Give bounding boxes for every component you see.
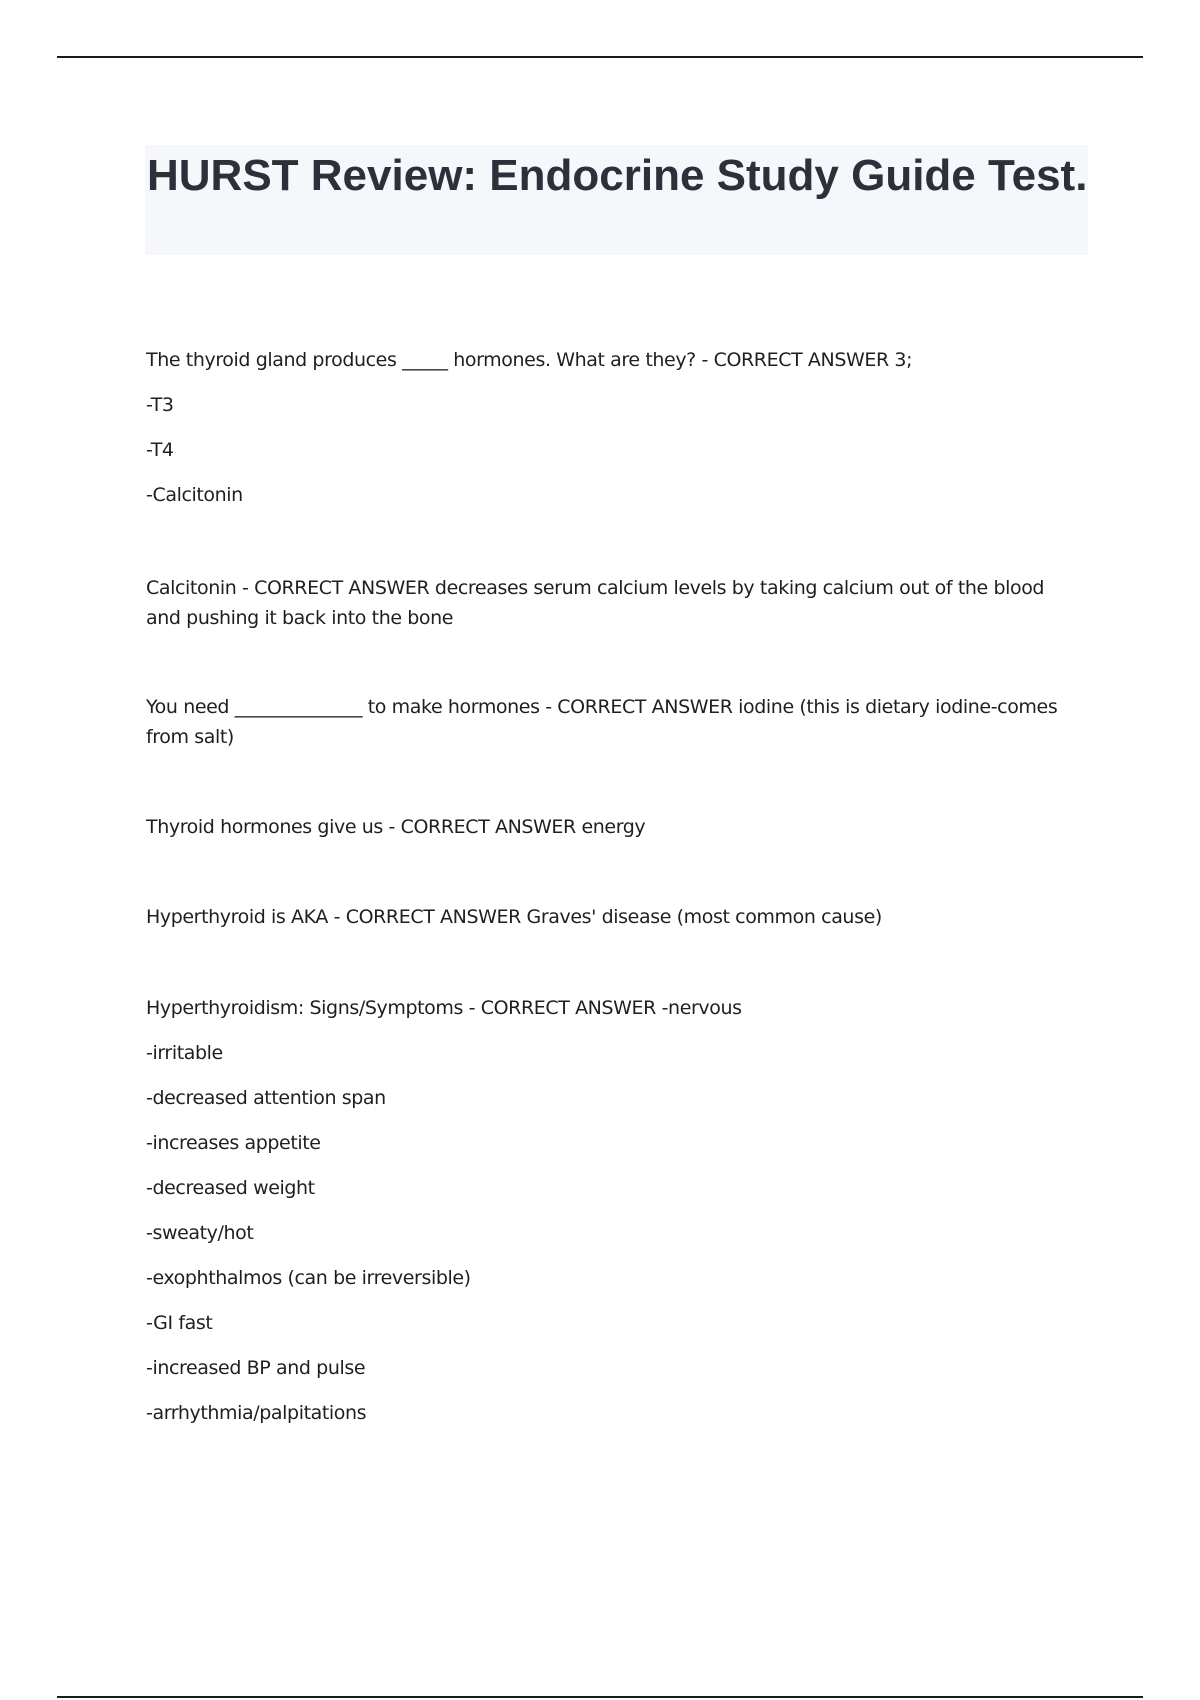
- answer-item: -T4: [146, 439, 174, 461]
- qa-entry: [146, 692, 1076, 752]
- title-banner: [145, 145, 1088, 255]
- answer-item: -Calcitonin: [146, 484, 243, 506]
- document-title: HURST Review: Endocrine Study Guide Test.: [147, 151, 1088, 200]
- qa-text: Hyperthyroidism: Signs/Symptoms - CORRECT ANSWER -nervous: [146, 997, 742, 1019]
- answer-item: -T3: [146, 394, 174, 416]
- qa-entry: [146, 345, 1076, 510]
- answer-item: -decreased attention span: [146, 1087, 386, 1109]
- qa-text: You need ______________ to make hormones - CORRECT ANSWER iodine (this is dietary iodine-comes from salt): [146, 696, 1058, 748]
- answer-item: -increased BP and pulse: [146, 1357, 366, 1379]
- qa-text: Thyroid hormones give us - CORRECT ANSWER energy: [146, 816, 646, 838]
- footer-rule: [57, 1696, 1143, 1698]
- answer-item: -irritable: [146, 1042, 223, 1064]
- header-rule: [57, 56, 1143, 58]
- answer-item: -increases appetite: [146, 1132, 321, 1154]
- answer-item: -sweaty/hot: [146, 1222, 254, 1244]
- qa-entry: [146, 993, 1076, 1428]
- answer-item: -GI fast: [146, 1312, 213, 1334]
- answer-item: -exophthalmos (can be irreversible): [146, 1267, 471, 1289]
- qa-entry: [146, 812, 1076, 842]
- qa-entry: [146, 573, 1076, 633]
- qa-text: Calcitonin - CORRECT ANSWER decreases serum calcium levels by taking calcium out of the blood and pushing it back into the bone: [146, 577, 1045, 629]
- qa-text: Hyperthyroid is AKA - CORRECT ANSWER Graves' disease (most common cause): [146, 906, 882, 928]
- qa-entry: [146, 902, 1076, 932]
- answer-item: -decreased weight: [146, 1177, 315, 1199]
- answer-item: -arrhythmia/palpitations: [146, 1402, 367, 1424]
- qa-text: The thyroid gland produces _____ hormones. What are they? - CORRECT ANSWER 3;: [146, 349, 913, 371]
